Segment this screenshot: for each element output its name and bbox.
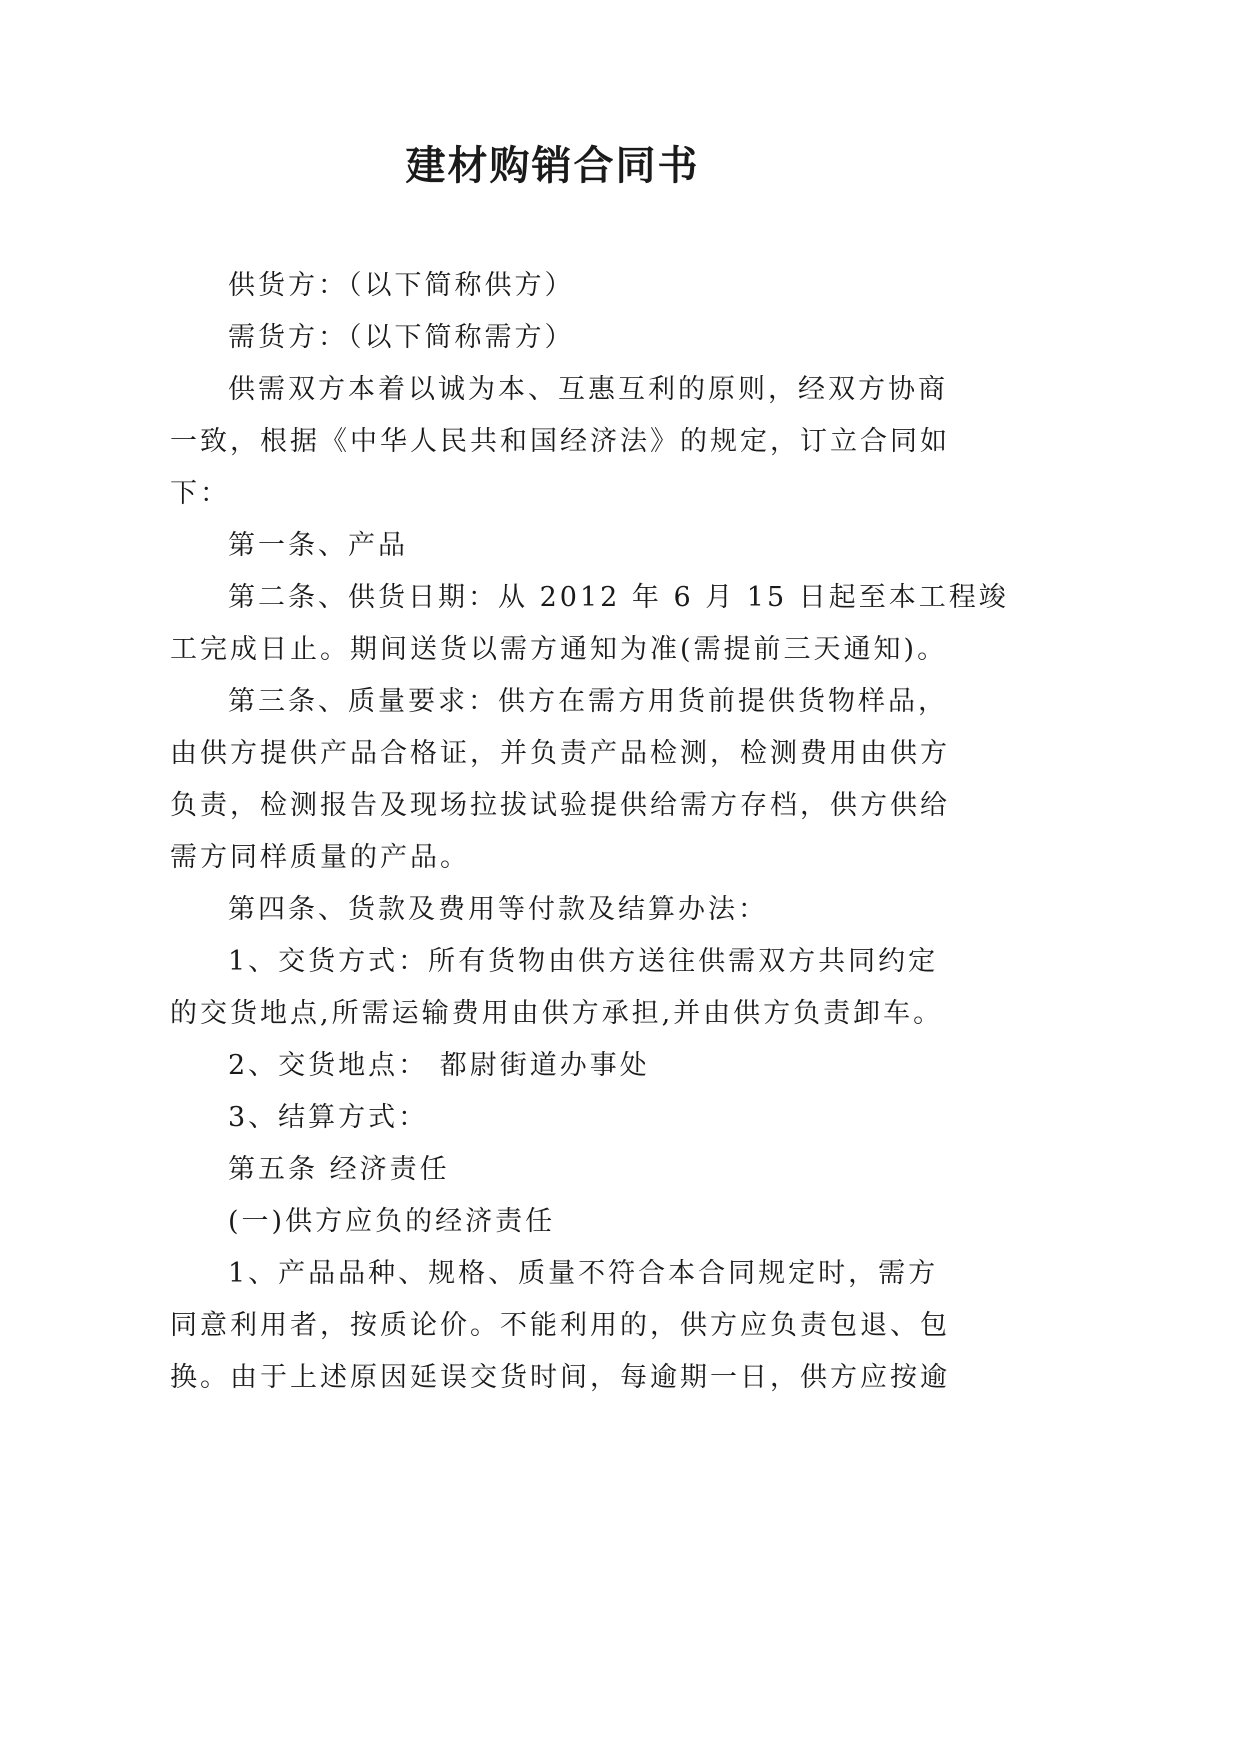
article-5-item-1-line-2: 同意利用者，按质论价。不能利用的，供方应负责包退、包	[170, 1310, 950, 1341]
article-3-line-2: 由供方提供产品合格证，并负责产品检测，检测费用由供方	[170, 738, 950, 769]
article-3-line-3: 负责，检测报告及现场拉拔试验提供给需方存档，供方供给	[170, 790, 950, 821]
article-5-item-1-line-3: 换。由于上述原因延误交货时间，每逾期一日，供方应按逾	[170, 1362, 950, 1393]
supplier-line: 供货方：（以下简称供方）	[228, 270, 575, 301]
preamble-line-1: 供需双方本着以诚为本、互惠互利的原则，经双方协商	[228, 374, 948, 405]
article-4-item-1-line-2: 的交货地点,所需运输费用由供方承担,并由供方负责卸车。	[170, 998, 944, 1029]
preamble-line-3: 下：	[170, 478, 230, 509]
article-1-heading: 第一条、产品	[228, 530, 408, 561]
article-3-line-4: 需方同样质量的产品。	[170, 842, 470, 873]
article-5-heading: 第五条 经济责任	[228, 1154, 450, 1185]
buyer-line: 需货方：（以下简称需方）	[228, 322, 575, 353]
article-4-item-3: 3、结算方式：	[228, 1102, 429, 1133]
article-2-line-2: 工完成日止。期间送货以需方通知为准(需提前三天通知)。	[170, 634, 948, 665]
article-4-item-2: 2、交货地点： 都尉街道办事处	[228, 1050, 650, 1081]
article-3-line-1: 第三条、质量要求：供方在需方用货前提供货物样品，	[228, 686, 948, 717]
article-4-heading: 第四条、货款及费用等付款及结算办法：	[228, 894, 768, 925]
document-body	[170, 260, 1009, 1404]
preamble-line-2: 一致，根据《中华人民共和国经济法》的规定，订立合同如	[170, 426, 950, 457]
document-title: 建材购销合同书	[405, 142, 700, 189]
article-4-item-1-line-1: 1、交货方式：所有货物由供方送往供需双方共同约定	[228, 946, 939, 977]
article-2-line-1: 第二条、供货日期：从 2012 年 6 月 15 日起至本工程竣	[228, 582, 1009, 613]
article-5-item-1-line-1: 1、产品品种、规格、质量不符合本合同规定时，需方	[228, 1258, 939, 1289]
article-5-section-1-heading: (一)供方应负的经济责任	[228, 1206, 556, 1237]
